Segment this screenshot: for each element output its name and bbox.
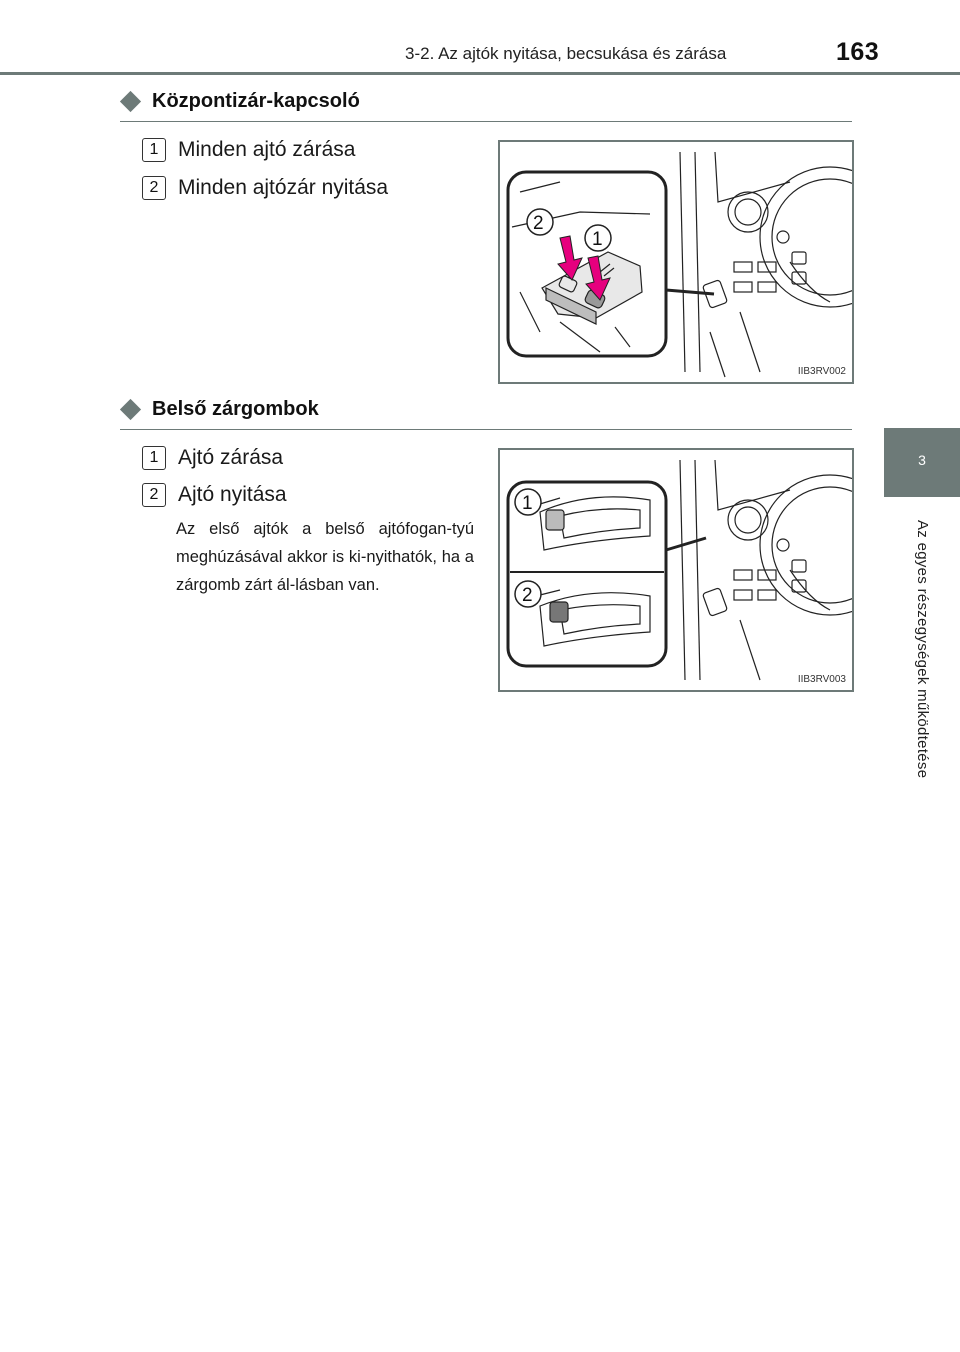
diamond-bullet-icon — [120, 91, 141, 112]
list-item-text: Ajtó zárása — [178, 446, 284, 469]
figure-central-lock-switch — [498, 140, 854, 384]
list-item-text: Minden ajtó zárása — [178, 138, 356, 161]
list-item-text: Minden ajtózár nyitása — [178, 176, 389, 199]
list-item — [142, 138, 355, 162]
chapter-name: Az egyes részegységek működtetése — [914, 520, 931, 779]
page-number: 163 — [836, 38, 880, 66]
step-number-badge: 1 — [142, 138, 166, 162]
figure-label: 1 — [522, 493, 533, 514]
step-number-badge: 2 — [142, 176, 166, 200]
header-rule — [0, 72, 960, 75]
figure-label: 2 — [522, 585, 533, 606]
chapter-number: 3 — [918, 452, 926, 468]
section-rule — [120, 429, 852, 430]
list-item-text: Ajtó nyitása — [178, 483, 287, 506]
dashboard-illustration — [500, 142, 852, 382]
list-item — [142, 176, 388, 200]
step-number-badge: 1 — [142, 446, 166, 470]
section-heading-text: Központizár-kapcsoló — [152, 90, 360, 112]
note-paragraph: Az első ajtók a belső ajtófogan-tyú meghúzásával akkor is ki-nyithatók, ha a zárgomb zárt ál-lásban van. — [176, 520, 474, 594]
figure-code: IIB3RV002 — [797, 366, 846, 377]
section-heading-central-lock — [120, 90, 360, 113]
figure-inside-lock-buttons — [498, 448, 854, 692]
section-rule — [120, 121, 852, 122]
figure-label: 1 — [592, 229, 603, 250]
list-item — [142, 483, 287, 507]
figure-label: 2 — [533, 213, 544, 234]
chapter-side-tab — [884, 428, 960, 497]
diamond-bullet-icon — [120, 399, 141, 420]
list-item — [142, 446, 283, 470]
figure-code: IIB3RV003 — [797, 674, 846, 685]
step-number-badge: 2 — [142, 483, 166, 507]
section-heading-text: Belső zárgombok — [152, 398, 319, 420]
section-heading-inside-lock-buttons — [120, 398, 319, 421]
chapter-title: 3-2. Az ajtók nyitása, becsukása és zárása — [405, 44, 727, 63]
door-handle-illustration — [500, 450, 852, 690]
